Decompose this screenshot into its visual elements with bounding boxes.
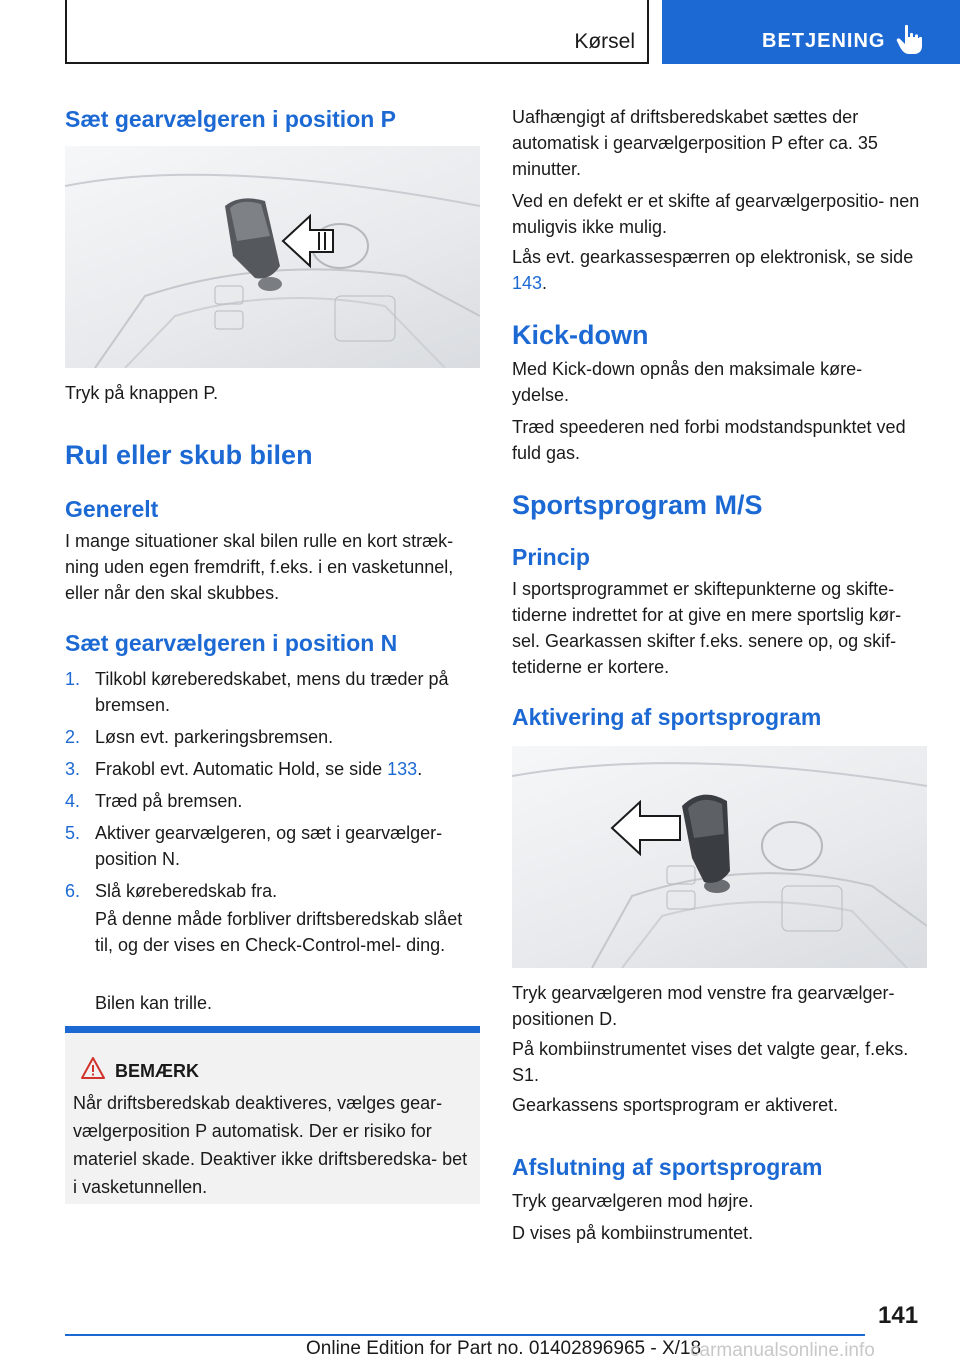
footer-edition: Online Edition for Part no. 01402896965 - X/18	[306, 1338, 702, 1359]
header-section-title: Kørsel	[574, 30, 635, 53]
general-text: I mange situationer skal bilen rulle en kort stræk- ning uden egen fremdrift, f.eks. i en vasketunnel, eller når den skal skubbes.	[65, 531, 454, 603]
gear-selector-illustration	[65, 146, 480, 368]
list-item: 3. Frakobl evt. Automatic Hold, se side 133.	[65, 759, 423, 779]
heading-sport-program: Sportsprogram M/S	[512, 490, 763, 520]
list-item: 6. Slå køreberedskab fra.	[65, 881, 278, 901]
auto-park-text: Uafhængigt af driftsberedskabet sættes der automatisk i gearvælgerposition P efter ca. 35 minutter.	[512, 107, 878, 179]
kick-text-1: Med Kick-down opnås den maksimale køre- ydelse.	[512, 359, 863, 405]
page-link-143[interactable]: 143	[512, 273, 543, 293]
list-item: 5. Aktiver gearvælgeren, og sæt i gearvælger- position N.	[65, 823, 443, 869]
end-text-1: Tryk gearvælgeren mod højre.	[512, 1191, 754, 1211]
hand-pointer-icon	[896, 24, 922, 54]
warning-triangle-icon	[81, 1057, 105, 1079]
footer-divider	[65, 1334, 865, 1336]
gear-selector-park-image	[65, 146, 480, 368]
activate-text-1: Tryk gearvælgeren mod venstre fra gearvælger- positionen D.	[512, 983, 895, 1029]
activate-text-3: Gearkassens sportsprogram er aktiveret.	[512, 1095, 839, 1115]
step6-note-1: På denne måde forbliver driftsberedskab slået til, og der vises en Check-Control-mel- ding.	[95, 909, 463, 955]
header-chapter-title: BETJENING	[762, 30, 886, 52]
heading-principle: Princip	[512, 544, 590, 570]
gear-selector-sport-illustration	[512, 746, 927, 968]
step6-note-2: Bilen kan trille.	[95, 993, 213, 1013]
list-item: 2. Løsn evt. parkeringsbremsen.	[65, 727, 334, 747]
heading-end-sport: Afslutning af sportsprogram	[512, 1154, 823, 1180]
header-chapter-tab[interactable]	[662, 0, 960, 64]
list-item: 4. Træd på bremsen.	[65, 791, 243, 811]
kick-text-2: Træd speederen ned forbi modstandspunktet ved fuld gas.	[512, 417, 906, 463]
principle-text: I sportsprogrammet er skiftepunkterne og skifte- tiderne indrettet for at give en mere sportslig kør- sel. Gearkassen skifter f.eks. senere op, og skif- tetiderne er kortere.	[512, 579, 902, 677]
neutral-steps-list	[65, 666, 480, 910]
heading-kick-down: Kick-down	[512, 320, 649, 350]
header-section-box	[65, 0, 649, 64]
page-number: 141	[878, 1302, 919, 1329]
heading-roll-push: Rul eller skub bilen	[65, 440, 313, 470]
park-caption: Tryk på knappen P.	[65, 383, 219, 403]
end-text-2: D vises på kombiinstrumentet.	[512, 1223, 754, 1243]
heading-park-position: Sæt gearvælgeren i position P	[65, 106, 397, 132]
warning-box	[65, 1026, 480, 1204]
warning-title: BEMÆRK	[115, 1061, 199, 1081]
activate-text-2: På kombiinstrumentet vises det valgte gear, f.eks. S1.	[512, 1039, 909, 1085]
heading-neutral-position: Sæt gearvælgeren i position N	[65, 630, 398, 656]
heading-activate-sport: Aktivering af sportsprogram	[512, 704, 822, 730]
heading-general: Generelt	[65, 496, 159, 522]
gear-selector-sport-image	[512, 746, 927, 968]
unlock-text: Lås evt. gearkassespærren op elektronisk, se side 143.	[512, 247, 914, 293]
defect-text: Ved en defekt er et skifte af gearvælgerpositio- nen muligvis ikke mulig.	[512, 191, 920, 237]
footer-watermark: carmanualsonline.info	[690, 1340, 875, 1361]
warning-text: Når driftsberedskab deaktiveres, vælges gear- vælgerposition P automatisk. Der er risiko for materiel skade. Deaktiver ikke driftsberedska- bet i vasketunnellen.	[73, 1093, 468, 1197]
list-item: 1. Tilkobl køreberedskabet, mens du træder på bremsen.	[65, 669, 449, 715]
page-link-133[interactable]: 133	[387, 759, 418, 779]
